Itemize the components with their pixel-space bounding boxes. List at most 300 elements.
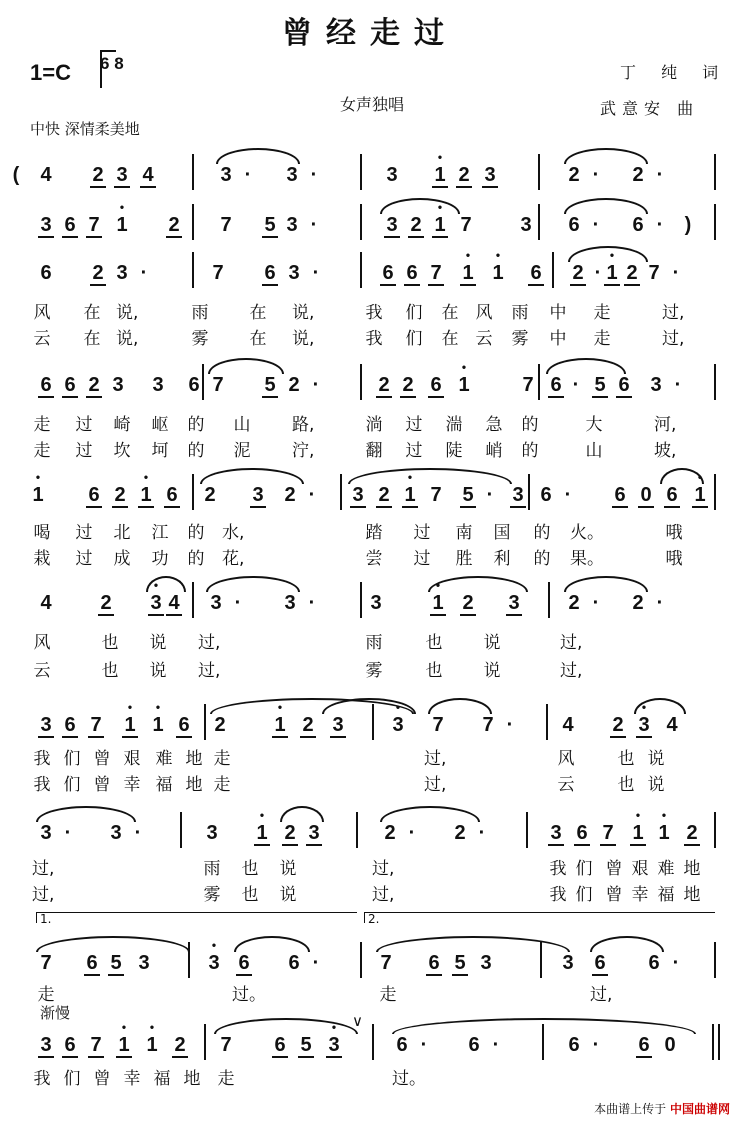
lyric-syllable: 走 bbox=[593, 303, 611, 323]
lyric-syllable: 我 bbox=[365, 303, 383, 323]
note: 2 bbox=[610, 714, 626, 737]
note: · bbox=[492, 1034, 500, 1056]
lyric-syllable: 过, bbox=[32, 859, 55, 879]
slur bbox=[392, 1018, 696, 1034]
lyric-syllable: 艰 bbox=[123, 749, 141, 769]
note: 3 bbox=[286, 214, 298, 236]
lyric-syllable: 我 bbox=[549, 859, 567, 879]
barline bbox=[538, 154, 540, 190]
lyric-syllable: 也 bbox=[101, 661, 119, 681]
lyric-syllable: 福 bbox=[153, 1069, 171, 1089]
lyric-line bbox=[0, 656, 740, 681]
lyric-line bbox=[0, 324, 740, 349]
notation-line bbox=[0, 818, 740, 850]
lyric-syllable: 功 bbox=[151, 549, 169, 569]
barline bbox=[552, 252, 554, 288]
note: 2 bbox=[384, 822, 396, 844]
lyric-syllable: 河, bbox=[654, 415, 677, 435]
key-signature: 1=C bbox=[30, 60, 71, 85]
note: 6 bbox=[262, 262, 278, 285]
note: • 1 bbox=[604, 262, 620, 285]
barline bbox=[538, 364, 540, 400]
lyric-line bbox=[0, 544, 740, 569]
lyric-syllable: 过 bbox=[75, 441, 93, 461]
note: 2 bbox=[166, 214, 182, 237]
lyric-syllable: 路, bbox=[292, 415, 315, 435]
lyric-syllable: 走 bbox=[37, 985, 55, 1005]
footer-prefix: 本曲谱上传于 bbox=[594, 1102, 667, 1116]
lyric-syllable: 的 bbox=[521, 415, 539, 435]
note: 2 bbox=[90, 164, 106, 187]
lyric-syllable: 崎 bbox=[113, 415, 131, 435]
lyric-syllable: 过。 bbox=[232, 985, 266, 1005]
lyric-syllable: 湍 bbox=[445, 415, 463, 435]
barline bbox=[340, 474, 342, 510]
note: 7 bbox=[88, 714, 104, 737]
note: • 1 bbox=[144, 1034, 160, 1057]
barline bbox=[356, 812, 358, 848]
note: 3 bbox=[480, 952, 492, 974]
lyric-syllable: 也 bbox=[241, 885, 259, 905]
barline bbox=[360, 364, 362, 400]
note: 2 bbox=[684, 822, 700, 845]
lyric-line bbox=[0, 518, 740, 543]
note: 4 bbox=[40, 164, 52, 186]
note: 2 bbox=[400, 374, 416, 397]
note: · bbox=[310, 214, 318, 236]
note: · bbox=[312, 262, 320, 284]
lyric-syllable: 过, bbox=[424, 775, 447, 795]
barline bbox=[360, 204, 362, 240]
lyric-line bbox=[0, 980, 740, 1005]
note: · bbox=[140, 262, 148, 284]
lyric-line bbox=[0, 628, 740, 653]
note: 3 bbox=[330, 714, 346, 737]
note: · bbox=[672, 952, 680, 974]
lyric-line bbox=[0, 770, 740, 795]
note: 7 bbox=[380, 952, 392, 974]
lyric-syllable: 雨 bbox=[511, 303, 529, 323]
volta-2-bracket bbox=[364, 912, 715, 923]
lyric-syllable: 在 bbox=[249, 329, 267, 349]
note: 2 bbox=[282, 822, 298, 845]
lyric-syllable: 说 bbox=[149, 633, 167, 653]
lyric-syllable: 岖 bbox=[151, 415, 169, 435]
slur bbox=[208, 358, 284, 374]
lyric-syllable: 们 bbox=[63, 749, 81, 769]
note: 4 bbox=[40, 592, 52, 614]
note: · bbox=[312, 952, 320, 974]
note: 6 bbox=[62, 1034, 78, 1057]
lyric-syllable: 走 bbox=[593, 329, 611, 349]
note: 5 bbox=[452, 952, 468, 975]
barline bbox=[192, 582, 194, 618]
lyric-syllable: 也 bbox=[425, 633, 443, 653]
barline bbox=[538, 204, 540, 240]
lyric-syllable: 的 bbox=[521, 441, 539, 461]
note: 3 bbox=[138, 952, 150, 974]
lyric-syllable: 我 bbox=[365, 329, 383, 349]
lyric-syllable: 水, bbox=[222, 523, 245, 543]
lyric-syllable: 云 bbox=[33, 329, 51, 349]
note: 6 bbox=[540, 484, 552, 506]
lyric-syllable: 走 bbox=[33, 441, 51, 461]
volta-2-label: 2. bbox=[368, 912, 380, 926]
lyric-line bbox=[0, 880, 740, 905]
note: 6 bbox=[548, 374, 564, 397]
time-denominator: 8 bbox=[114, 54, 124, 73]
barline bbox=[714, 204, 716, 240]
lyric-syllable: 的 bbox=[187, 523, 205, 543]
lyric-line bbox=[0, 436, 740, 461]
note: 2 bbox=[90, 262, 106, 285]
note: 2 bbox=[454, 822, 466, 844]
note: • 3 bbox=[636, 714, 652, 737]
lyric-syllable: 曾 bbox=[93, 1069, 111, 1089]
note: · bbox=[234, 592, 242, 614]
note: 3 bbox=[506, 592, 522, 615]
note: 5 bbox=[262, 214, 278, 237]
lyric-syllable: 们 bbox=[575, 859, 593, 879]
slur bbox=[568, 246, 648, 262]
barline bbox=[204, 704, 206, 740]
lyric-syllable: 火。 bbox=[570, 523, 604, 543]
lyric-syllable: 说, bbox=[292, 303, 315, 323]
note: · bbox=[674, 374, 682, 396]
slur bbox=[380, 806, 480, 822]
lyric-syllable: 在 bbox=[83, 329, 101, 349]
slur bbox=[564, 576, 648, 592]
note: 3 bbox=[650, 374, 662, 396]
lyric-syllable: 江 bbox=[151, 523, 169, 543]
lyric-syllable: 难 bbox=[657, 859, 675, 879]
notation-line bbox=[0, 370, 740, 402]
note: 6 bbox=[528, 262, 544, 285]
lyric-syllable: 山 bbox=[233, 415, 251, 435]
note: 3 bbox=[38, 1034, 54, 1057]
note: 2 bbox=[288, 374, 300, 396]
note: 6 bbox=[648, 952, 660, 974]
lyric-syllable: 栽 bbox=[33, 549, 51, 569]
lyric-syllable: 曾 bbox=[605, 859, 623, 879]
note: • 1 bbox=[656, 822, 672, 845]
note: 7 bbox=[212, 262, 224, 284]
lyric-syllable: 果。 bbox=[570, 549, 604, 569]
note: 3 bbox=[206, 822, 218, 844]
note: 2 bbox=[570, 262, 586, 285]
note: 3 bbox=[384, 214, 400, 237]
barline bbox=[714, 364, 716, 400]
lyric-syllable: 云 bbox=[475, 329, 493, 349]
lyric-syllable: 走 bbox=[33, 415, 51, 435]
lyric-syllable: 在 bbox=[441, 303, 459, 323]
lyric-syllable: 过 bbox=[413, 523, 431, 543]
note: 3 bbox=[152, 374, 164, 396]
note: · bbox=[486, 484, 494, 506]
note: · bbox=[244, 164, 252, 186]
lyric-syllable: 利 bbox=[493, 549, 511, 569]
lyric-syllable: 过, bbox=[560, 633, 583, 653]
lyric-syllable: 说 bbox=[279, 885, 297, 905]
lyric-syllable: 过 bbox=[75, 415, 93, 435]
note: ) bbox=[684, 214, 692, 236]
lyric-syllable: 急 bbox=[485, 415, 503, 435]
note: 5 bbox=[262, 374, 278, 397]
barline bbox=[188, 942, 190, 978]
lyric-syllable: 在 bbox=[441, 329, 459, 349]
time-numerator: 6 bbox=[100, 54, 110, 73]
barline bbox=[714, 942, 716, 978]
note: • 3 bbox=[390, 714, 406, 737]
note: 7 bbox=[86, 214, 102, 237]
lyric-line bbox=[0, 410, 740, 435]
lyric-syllable: 的 bbox=[187, 415, 205, 435]
barline bbox=[528, 474, 530, 510]
note: • 1 bbox=[122, 714, 138, 737]
lyric-syllable: 翻 bbox=[365, 441, 383, 461]
note: · bbox=[506, 714, 514, 736]
lyric-syllable: 们 bbox=[405, 303, 423, 323]
song-title: 曾经走过 bbox=[282, 16, 458, 51]
note: 3 bbox=[510, 484, 526, 507]
lyric-syllable: 也 bbox=[425, 661, 443, 681]
lyric-syllable: 走 bbox=[217, 1069, 235, 1089]
lyric-syllable: 幸 bbox=[123, 775, 141, 795]
note: ( bbox=[12, 164, 20, 186]
barline bbox=[360, 154, 362, 190]
lyric-syllable: 喝 bbox=[33, 523, 51, 543]
lyric-syllable: 过, bbox=[662, 329, 685, 349]
note: 7 bbox=[648, 262, 660, 284]
lyric-syllable: 风 bbox=[33, 633, 51, 653]
lyric-syllable: 北 bbox=[113, 523, 131, 543]
note: 3 bbox=[40, 822, 52, 844]
note: 6 bbox=[236, 952, 252, 975]
slur bbox=[348, 468, 512, 484]
lyric-syllable: 风 bbox=[475, 303, 493, 323]
barline bbox=[372, 1024, 374, 1060]
note: · bbox=[592, 592, 600, 614]
lyric-syllable: 哦 bbox=[665, 523, 683, 543]
lyric-syllable: 福 bbox=[155, 775, 173, 795]
lyricist: 丁 纯 词 bbox=[620, 63, 729, 82]
slur bbox=[376, 936, 570, 952]
note: 5 bbox=[460, 484, 476, 507]
note: 6 bbox=[664, 484, 680, 507]
note: 7 bbox=[600, 822, 616, 845]
lyric-syllable: 说 bbox=[647, 775, 665, 795]
barline bbox=[180, 812, 182, 848]
lyric-syllable: 南 bbox=[455, 523, 473, 543]
note: 3 bbox=[220, 164, 232, 186]
note: • 1 bbox=[138, 484, 154, 507]
lyric-syllable: 哦 bbox=[665, 549, 683, 569]
note: 4 bbox=[666, 714, 678, 736]
note: • 1 bbox=[432, 164, 448, 187]
note: 6 bbox=[574, 822, 590, 845]
lyric-syllable: 也 bbox=[617, 775, 635, 795]
lyric-syllable: 说 bbox=[483, 661, 501, 681]
lyric-syllable: 曾 bbox=[93, 775, 111, 795]
note: 3 bbox=[288, 262, 300, 284]
note: 7 bbox=[220, 214, 232, 236]
note: • 3 bbox=[206, 952, 222, 975]
lyric-syllable: 过 bbox=[75, 549, 93, 569]
lyric-syllable: 坡, bbox=[654, 441, 677, 461]
note: · bbox=[564, 484, 572, 506]
note: 3 bbox=[38, 714, 54, 737]
note: 2 bbox=[376, 484, 392, 507]
time-signature bbox=[100, 55, 124, 73]
note: · bbox=[312, 374, 320, 396]
note: 6 bbox=[632, 214, 644, 236]
lyric-syllable: 说 bbox=[279, 859, 297, 879]
note: • 1 bbox=[460, 262, 476, 285]
note: 3 bbox=[210, 592, 222, 614]
note: 5 bbox=[298, 1034, 314, 1057]
barline bbox=[546, 704, 548, 740]
note: 2 bbox=[632, 164, 644, 186]
lyric-syllable: 过 bbox=[405, 441, 423, 461]
notation-line bbox=[0, 1030, 740, 1062]
lyric-syllable: 过, bbox=[662, 303, 685, 323]
slur bbox=[380, 198, 460, 214]
volta-1-bracket bbox=[36, 912, 357, 923]
slur bbox=[564, 148, 648, 164]
lyric-syllable: 过, bbox=[198, 633, 221, 653]
barline bbox=[718, 1024, 720, 1060]
lyric-syllable: 走 bbox=[379, 985, 397, 1005]
note: 4 bbox=[562, 714, 574, 736]
lyric-syllable: 们 bbox=[575, 885, 593, 905]
lyric-syllable: 雨 bbox=[203, 859, 221, 879]
lyric-syllable: 雾 bbox=[365, 661, 383, 681]
note: 6 bbox=[84, 952, 100, 975]
note: 3 bbox=[38, 214, 54, 237]
note: 7 bbox=[212, 374, 224, 396]
note: 7 bbox=[482, 714, 494, 736]
note: · bbox=[408, 822, 416, 844]
note: · bbox=[592, 214, 600, 236]
note: · bbox=[134, 822, 142, 844]
lyric-syllable: 我 bbox=[549, 885, 567, 905]
lyric-syllable: 花, bbox=[222, 549, 245, 569]
lyric-syllable: 难 bbox=[155, 749, 173, 769]
barline bbox=[202, 364, 204, 400]
note: 2 bbox=[214, 714, 226, 736]
notation-line bbox=[0, 948, 740, 980]
lyric-syllable: 走 bbox=[213, 749, 231, 769]
performance-type: 女声独唱 bbox=[340, 95, 405, 114]
note: 7 bbox=[40, 952, 52, 974]
note: 2 bbox=[172, 1034, 188, 1057]
slur bbox=[36, 806, 136, 822]
notation-line bbox=[0, 210, 740, 242]
lyric-syllable: 在 bbox=[83, 303, 101, 323]
lyric-syllable: 地 bbox=[185, 775, 203, 795]
breath-mark: ∨ bbox=[352, 1012, 363, 1030]
note: 3 bbox=[116, 262, 128, 284]
lyric-syllable: 泞, bbox=[292, 441, 315, 461]
note: 7 bbox=[430, 484, 442, 506]
barline bbox=[192, 474, 194, 510]
lyric-syllable: 的 bbox=[533, 549, 551, 569]
lyric-syllable: 过 bbox=[413, 549, 431, 569]
lyric-syllable: 雨 bbox=[365, 633, 383, 653]
note: · bbox=[656, 164, 664, 186]
lyric-syllable: 风 bbox=[557, 749, 575, 769]
lyric-line bbox=[0, 1064, 740, 1089]
notation-line bbox=[0, 160, 740, 192]
note: 6 bbox=[404, 262, 420, 285]
note: 6 bbox=[164, 484, 180, 507]
lyric-syllable: 国 bbox=[493, 523, 511, 543]
note: 2 bbox=[300, 714, 316, 737]
note: · bbox=[592, 164, 600, 186]
note: • 1 bbox=[272, 714, 288, 737]
note: 3 bbox=[284, 592, 296, 614]
lyric-syllable: 泥 bbox=[233, 441, 251, 461]
lyric-syllable: 地 bbox=[185, 749, 203, 769]
lyric-syllable: 中 bbox=[549, 303, 567, 323]
note: · bbox=[672, 262, 680, 284]
notation-line bbox=[0, 710, 740, 742]
slur bbox=[280, 806, 324, 822]
note: 3 bbox=[306, 822, 322, 845]
lyric-syllable: 走 bbox=[213, 775, 231, 795]
note: 3 bbox=[350, 484, 366, 507]
note: 6 bbox=[568, 214, 580, 236]
note: 3 bbox=[250, 484, 266, 507]
lyric-syllable: 也 bbox=[101, 633, 119, 653]
lyric-syllable: 踏 bbox=[365, 523, 383, 543]
note: 6 bbox=[592, 952, 608, 975]
lyric-line bbox=[0, 854, 740, 879]
barline bbox=[360, 252, 362, 288]
lyric-syllable: 也 bbox=[241, 859, 259, 879]
note: 3 bbox=[548, 822, 564, 845]
footer bbox=[594, 1100, 730, 1117]
note: 2 bbox=[86, 374, 102, 397]
note: 6 bbox=[636, 1034, 652, 1057]
lyric-syllable: 地 bbox=[683, 859, 701, 879]
note: 6 bbox=[38, 374, 54, 397]
notation-line bbox=[0, 480, 740, 512]
lyric-syllable: 中 bbox=[549, 329, 567, 349]
note: 6 bbox=[468, 1034, 480, 1056]
note: · bbox=[308, 484, 316, 506]
note: • 1 bbox=[692, 484, 708, 507]
note: 6 bbox=[272, 1034, 288, 1057]
note: 6 bbox=[380, 262, 396, 285]
note: 6 bbox=[426, 952, 442, 975]
barline bbox=[714, 812, 716, 848]
lyric-syllable: 在 bbox=[249, 303, 267, 323]
lyric-syllable: 雾 bbox=[511, 329, 529, 349]
note: · bbox=[64, 822, 72, 844]
lyric-syllable: 云 bbox=[33, 661, 51, 681]
note: 6 bbox=[612, 484, 628, 507]
lyric-syllable: 过, bbox=[590, 985, 613, 1005]
note: 3 bbox=[114, 164, 130, 187]
lyric-syllable: 大 bbox=[585, 415, 603, 435]
volta-1-label: 1. bbox=[40, 912, 52, 926]
note: 2 bbox=[568, 592, 580, 614]
lyric-syllable: 过, bbox=[424, 749, 447, 769]
lyric-syllable: 的 bbox=[187, 549, 205, 569]
lyric-syllable: 说, bbox=[116, 303, 139, 323]
note: 2 bbox=[284, 484, 296, 506]
